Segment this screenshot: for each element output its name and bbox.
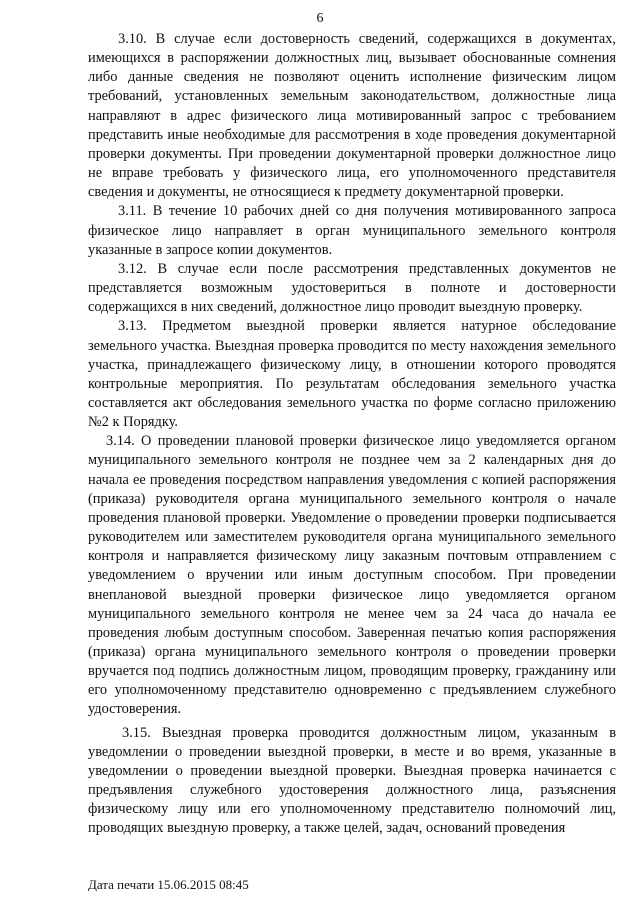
document-body: [88, 30, 616, 839]
paragraph-3-12: 3.12. В случае если после рассмотрения представленных документов не представляется возможным удостовериться в полноте и достоверности содержащихся в них сведений, должностное лицо проводит выездную проверку.: [88, 260, 616, 316]
paragraph-3-13: 3.13. Предметом выездной проверки является натурное обследование земельного участка. Выездная проверка проводится по месту нахождения земельного участка, принадлежащего физическому лицу, в отношении которого проводятся контрольные мероприятия. По результатам обследования земельного участка составляется акт обследования земельного участка по форме согласно приложению №2 к Порядку.: [88, 318, 616, 431]
paragraph-3-10: 3.10. В случае если достоверность сведений, содержащихся в документах, имеющихся в распоряжении должностных лиц, вызывает обоснованные сомнения либо данные сведения не позволяют оценить исполнение физическим лицом требований, установленных земельным законодательством, должностные лица направляют в адрес физического лица мотивированный запрос с требованием представить иные необходимые для рассмотрения в ходе проведения документарной проверки документы. При проведении документарной проверки должностное лицо не вправе требовать у физического лица, его уполномоченного представителя сведения и документы, не относящиеся к предмету документарной проверки.: [88, 31, 616, 201]
paragraph-3-11: 3.11. В течение 10 рабочих дней со дня получения мотивированного запроса физическое лицо направляет в орган муниципального земельного контроля указанные в запросе копии документов.: [88, 203, 616, 258]
print-date-footer: Дата печати 15.06.2015 08:45: [88, 877, 249, 892]
paragraph-3-15: 3.15. Выездная проверка проводится должностным лицом, указанным в уведомлении о проведении выездной проверки, в месте и во время, указанные в уведомлении о проведении выездной проверки. Выездная проверка начинается с предъявления служебного удостоверения должностного лица, разъяснения физическому лицу или его уполномоченному представителю полномочий лиц, проводящих выездную проверку, а также целей, задач, оснований проведения: [88, 724, 616, 837]
page-number: 6: [316, 11, 324, 26]
paragraph-3-14: 3.14. О проведении плановой проверки физическое лицо уведомляется органом муниципального земельного контроля не позднее чем за 2 календарных дня до начала ее проведения посредством направления уведомления с копией распоряжения (приказа) руководителя органа муниципального земельного контроля о начале проведения плановой проверки. Уведомление о проведении проверки подписывается руководителем или заместителем руководителя органа муниципального земельного контроля и направляется физическому лицу заказным почтовым отправлением с уведомлением о вручении или иным доступным способом. При проведении внеплановой выездной проверки физическое лицо уведомляется органом муниципального земельного контроля не менее чем за 24 часа до начала ее проведения любым доступным способом. Заверенная печатью копия распоряжения (приказа) органа муниципального земельного контроля о проведении проверки вручается под подпись должностным лицом, проводящим проверку, гражданину или его уполномоченному представителю одновременно с предъявлением служебного удостоверения.: [88, 433, 616, 718]
